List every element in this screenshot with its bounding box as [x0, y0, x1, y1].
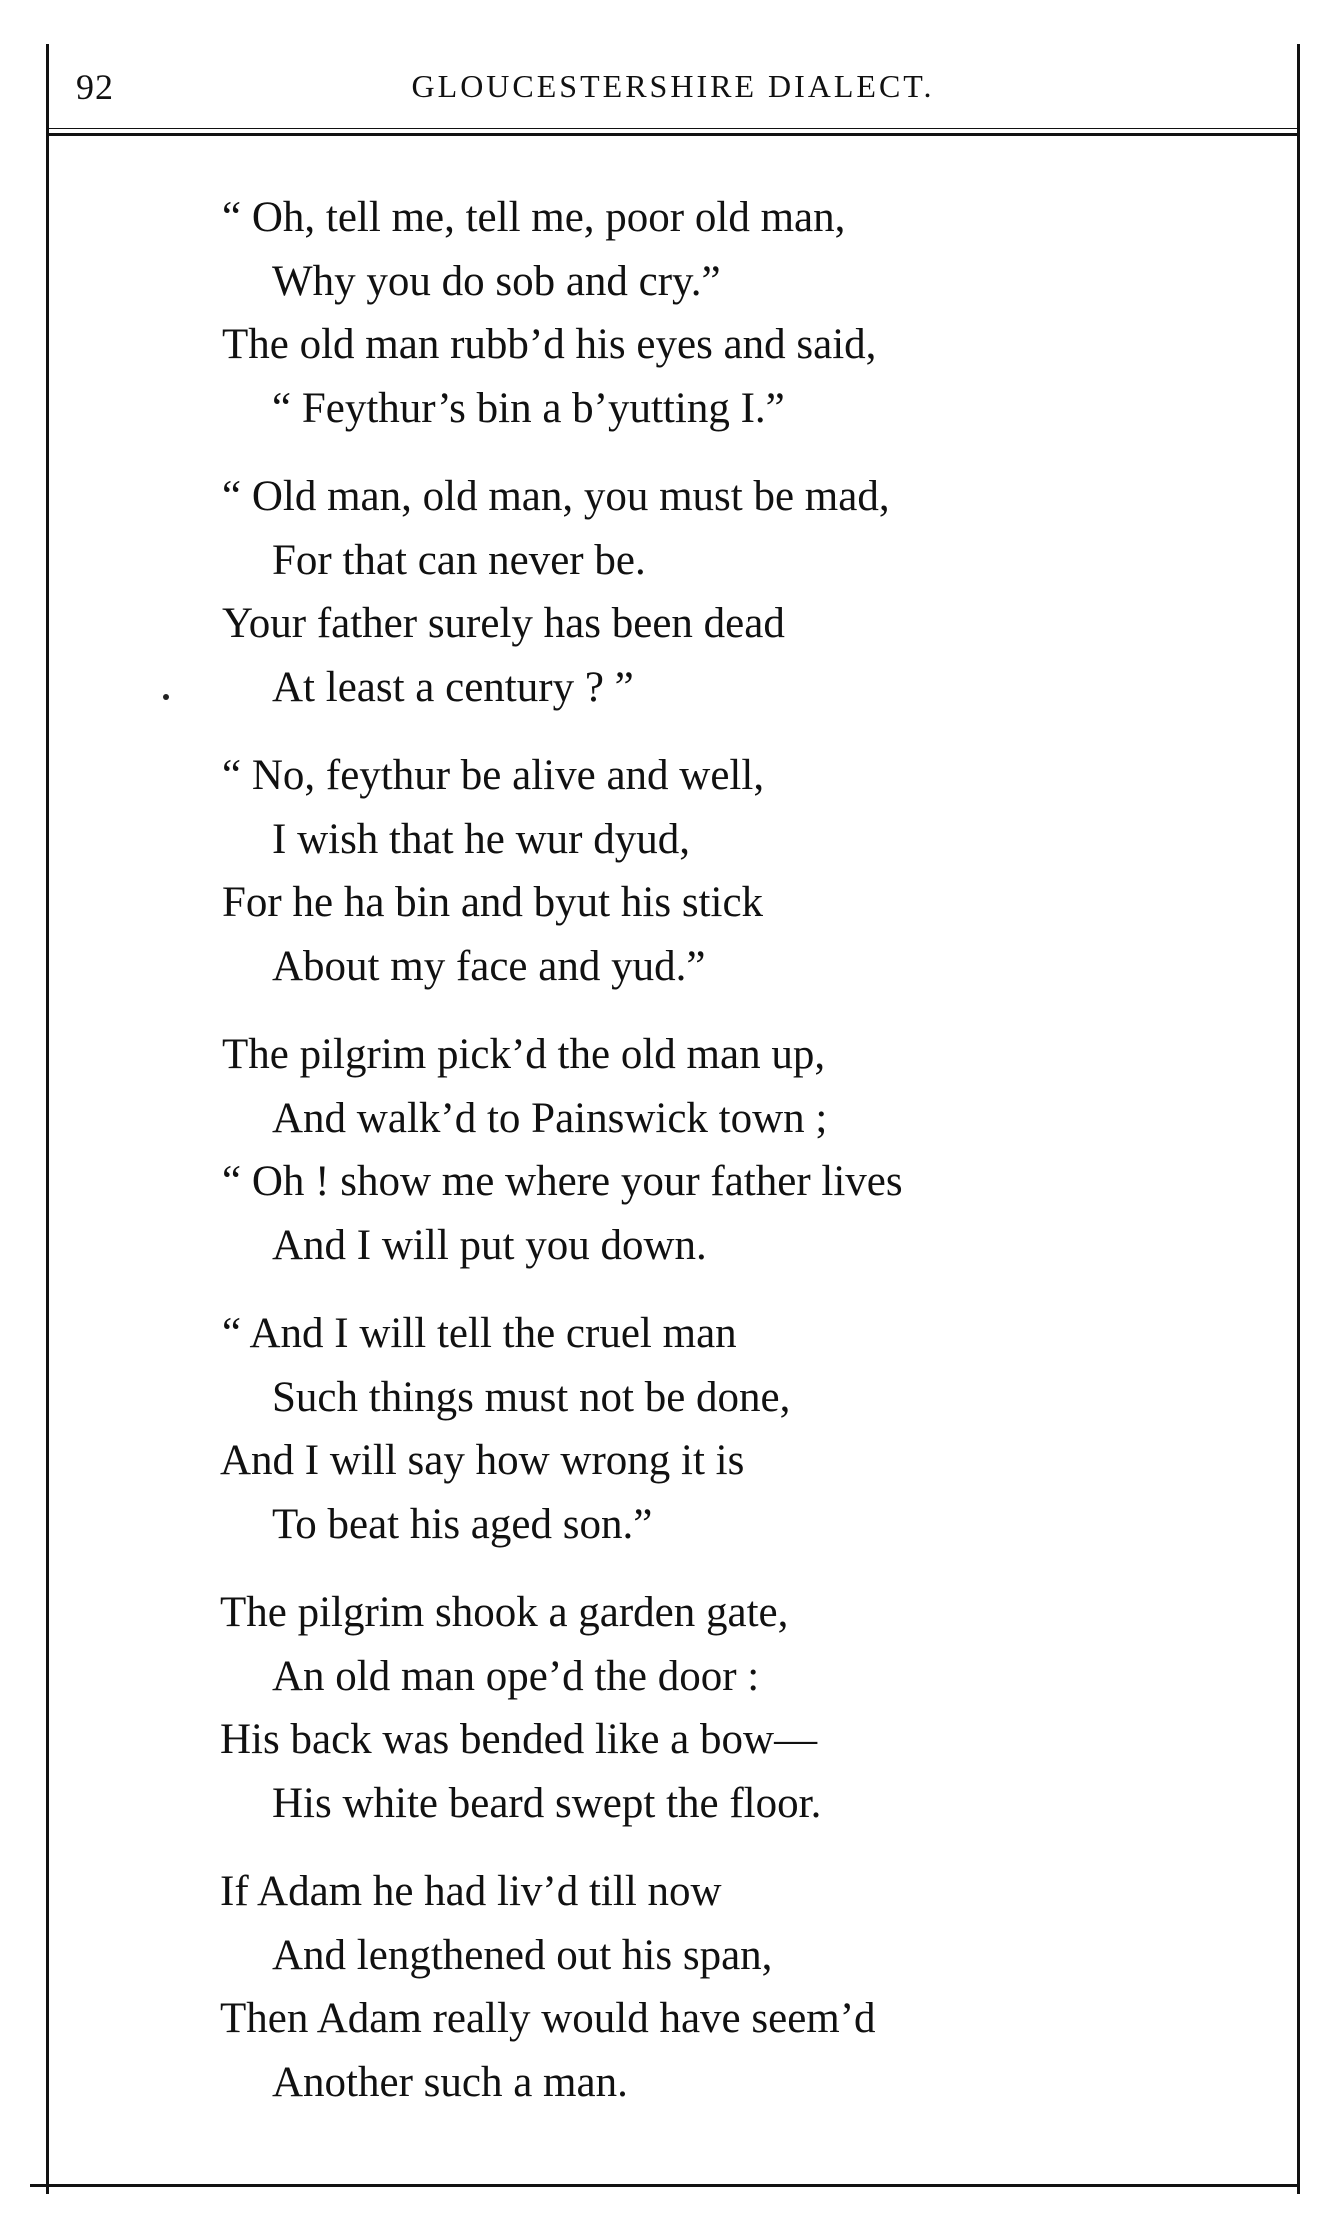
poem-line: Another such a man.: [272, 2058, 628, 2106]
stanza-3: [222, 744, 1222, 998]
poem-line: And lengthened out his span,: [272, 1931, 773, 1979]
poem-line: And I will say how wrong it is: [220, 1437, 745, 1484]
poem-line: “ No, feythur be alive and well,: [222, 752, 765, 799]
page-header: [46, 44, 1300, 136]
stanza-4: [222, 1023, 1222, 1277]
stanza-2: [222, 465, 1222, 719]
poem-line: Such things must not be done,: [272, 1373, 791, 1421]
footer-rule: [30, 2184, 1300, 2187]
stanza-1: [222, 186, 1222, 440]
poem-line: The pilgrim shook a garden gate,: [220, 1589, 789, 1636]
poem-line: Then Adam really would have seem’d: [220, 1995, 876, 2042]
running-head: GLOUCESTERSHIRE DIALECT.: [411, 68, 935, 104]
poem-line: And walk’d to Painswick town ;: [272, 1094, 828, 1142]
poem-line: “ Old man, old man, you must be mad,: [222, 473, 890, 520]
poem-line: For he ha bin and byut his stick: [222, 879, 764, 926]
stanza-5: [222, 1302, 1222, 1556]
poem-line: His white beard swept the floor.: [272, 1779, 822, 1827]
poem-line: For that can never be.: [272, 536, 646, 584]
poem-line: “ Feythur’s bin a b’yutting I.”: [272, 384, 785, 432]
poem-line: An old man ope’d the door :: [272, 1652, 760, 1700]
poem-line: “ And I will tell the cruel man: [222, 1310, 737, 1357]
poem-line: To beat his aged son.”: [272, 1500, 653, 1548]
poem-line: I wish that he wur dyud,: [272, 815, 690, 863]
poem: [222, 186, 1222, 2139]
stanza-6: [222, 1581, 1222, 1835]
poem-line: And I will put you down.: [272, 1221, 707, 1269]
poem-line: At least a century ? ”: [272, 663, 634, 711]
poem-line: His back was bended like a bow—: [220, 1716, 818, 1763]
poem-line: “ Oh, tell me, tell me, poor old man,: [222, 194, 846, 241]
poem-line: Why you do sob and cry.”: [272, 257, 721, 305]
poem-line: If Adam he had liv’d till now: [220, 1868, 722, 1915]
poem-line: The pilgrim pick’d the old man up,: [222, 1031, 826, 1078]
print-speck: [163, 694, 169, 700]
stanza-7: [222, 1860, 1222, 2114]
poem-line: About my face and yud.”: [272, 942, 706, 990]
poem-line: Your father surely has been dead: [222, 600, 785, 647]
poem-line: “ Oh ! show me where your father lives: [222, 1158, 903, 1205]
page-number: 92: [76, 67, 114, 107]
poem-line: The old man rubb’d his eyes and said,: [222, 321, 877, 368]
